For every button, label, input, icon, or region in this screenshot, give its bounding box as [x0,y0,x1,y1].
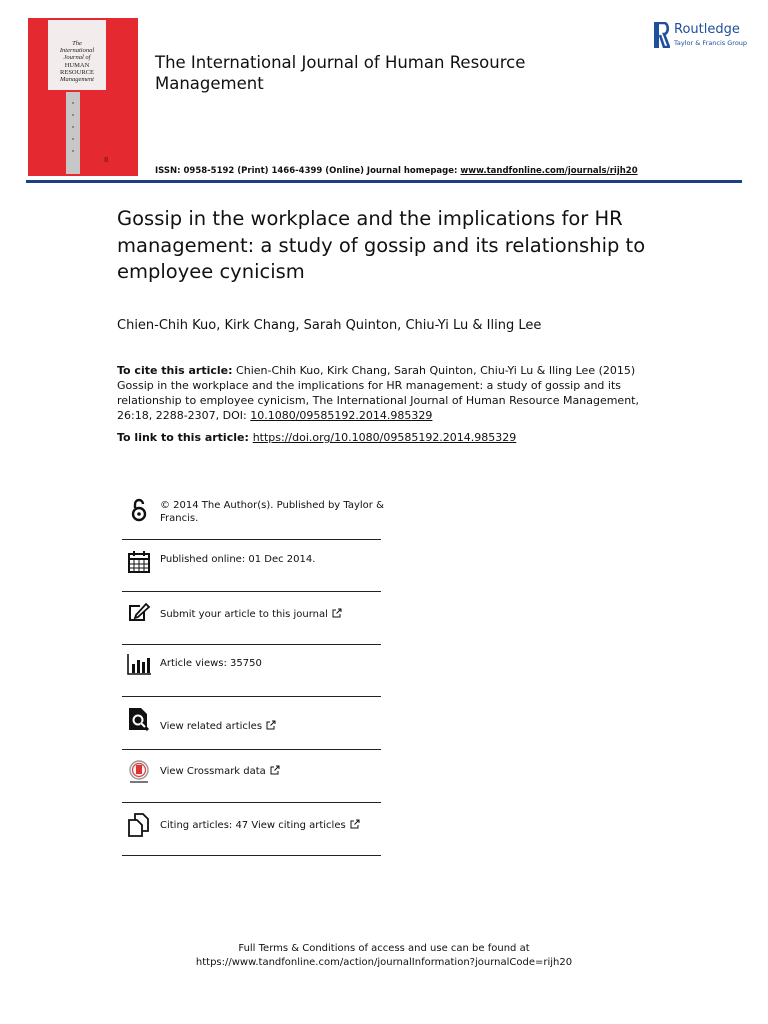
open-access-text: © 2014 The Author(s). Published by Taylor & Francis. [160,500,384,524]
list-item-submit[interactable] [122,591,381,645]
article-title: Gossip in the workplace and the implications for HR management: a study of gossip and its relationship to employee cynicism [117,207,646,283]
article-link-line [117,431,516,444]
related-articles-link[interactable] [160,720,385,734]
calendar-icon [126,549,152,575]
list-item-open-access [122,488,384,540]
submit-article-link[interactable] [160,608,385,622]
cite-doi-link[interactable]: 10.1080/09585192.2014.985329 [250,409,433,422]
citing-articles-link[interactable] [160,819,385,833]
search-document-icon [126,706,152,732]
terms-text: Full Terms & Conditions of access and use can be found at [238,943,530,954]
publisher-logo[interactable] [652,22,752,52]
terms-url-link[interactable]: https://www.tandfonline.com/action/journalInformation?journalCode=rijh20 [195,957,573,968]
bar-chart-icon [126,651,152,677]
external-link-icon [332,608,342,618]
external-link-icon [270,765,280,775]
cover-line: Journal of [63,54,91,62]
routledge-logo-icon [654,22,670,48]
cover-line: RESOURCE [60,68,94,76]
citing-articles-label: Citing articles: 47 View citing articles [160,820,346,831]
cover-line: HUMAN [64,61,90,69]
published-date-text: Published online: 01 Dec 2014. [160,554,316,565]
submit-article-label: Submit your article to this journal [160,609,328,620]
external-link-icon [266,720,276,730]
cover-line: The [72,40,82,47]
cover-line: Management [60,76,94,84]
list-item-published [122,539,381,592]
article-authors: Chien-Chih Kuo, Kirk Chang, Sarah Quinton, Chiu-Yi Lu & Iling Lee [117,318,542,333]
publisher-group: Taylor & Francis Group [674,39,748,47]
issn-text: ISSN: 0958-5192 (Print) 1466-4399 (Online) Journal homepage: [155,166,461,176]
list-item-views [122,644,381,697]
journal-title: The International Journal of Human Resource Management [155,53,526,93]
crossmark-icon [126,759,152,785]
journal-homepage-link[interactable]: www.tandfonline.com/journals/rijh20 [460,166,638,176]
external-link-icon [350,819,360,829]
cover-line: International [59,47,95,55]
open-access-icon [126,497,152,523]
crossmark-label: View Crossmark data [160,766,266,777]
article-views-text: Article views: 35750 [160,658,262,669]
list-item-crossmark[interactable] [122,749,381,803]
list-item-citing[interactable] [122,802,381,856]
cover-publisher-logo: R [104,156,109,164]
citing-articles-icon [126,812,152,838]
publisher-name: Routledge [674,22,740,37]
related-articles-label: View related articles [160,721,263,732]
cover-title-panel [48,20,106,90]
cite-label: To cite this article: [117,364,233,377]
issn-line [155,166,638,176]
journal-cover-image [28,18,138,176]
edit-icon [126,600,152,626]
header-divider [26,180,742,183]
list-item-related[interactable] [122,696,381,750]
citation-block [117,363,647,423]
cover-strip [66,92,80,174]
terms-footer [0,942,768,970]
crossmark-link[interactable] [160,765,385,779]
link-label: To link to this article: [117,431,253,444]
cite-text: Chien-Chih Kuo, Kirk Chang, Sarah Quinton, Chiu-Yi Lu & Iling Lee (2015) Gossip in the workplace and the implications for HR management: a study of gossip and its relationship to employee cynicism, The International Journal of Human Resource Management, 26:18, 2288-2307, DOI: [117,364,639,422]
article-doi-link[interactable]: https://doi.org/10.1080/09585192.2014.985329 [252,431,517,444]
